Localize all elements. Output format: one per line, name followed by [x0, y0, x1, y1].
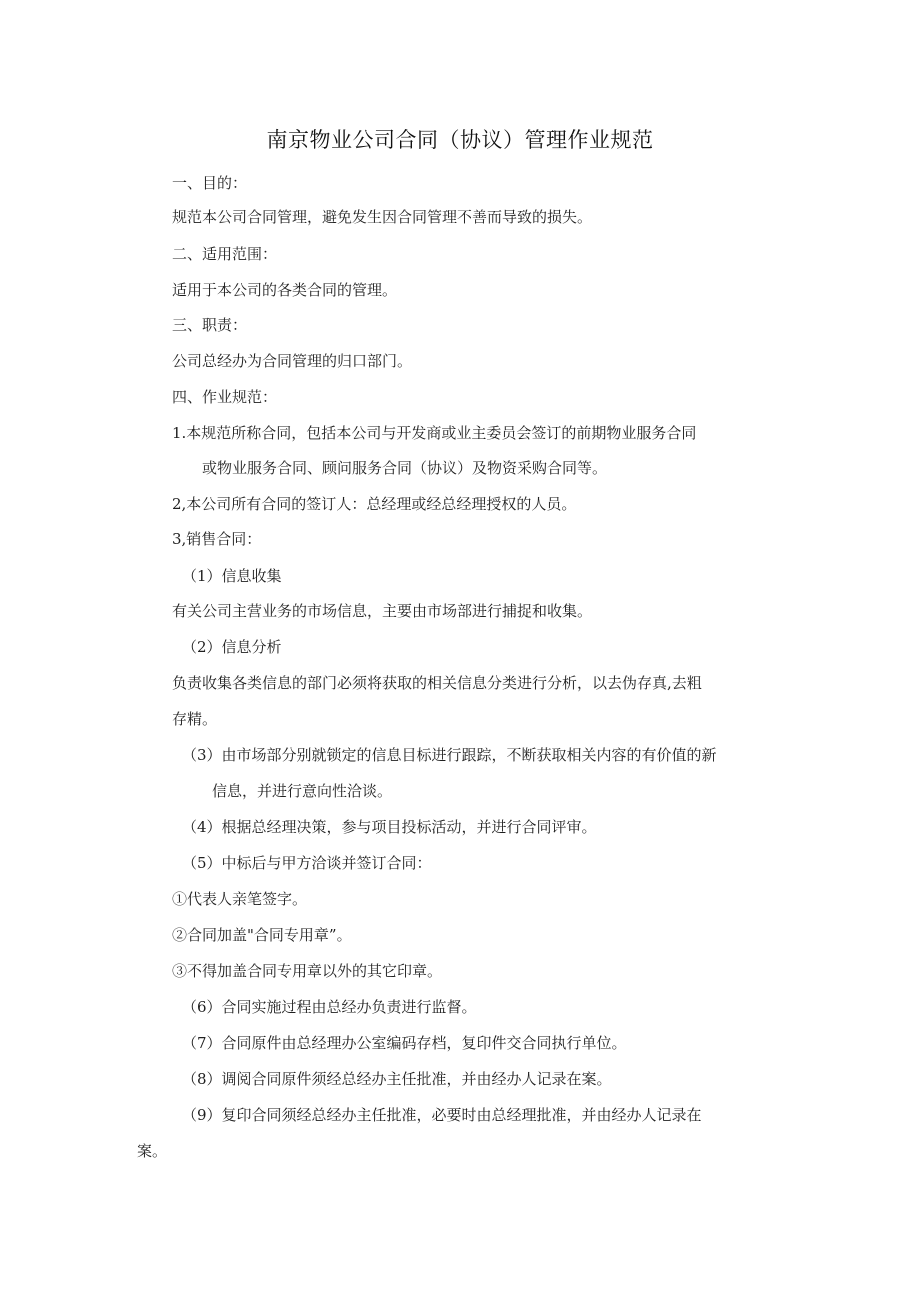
clause-1-line-2: 或物业服务合同、顾问服务合同（协议）及物资采购合同等。 [202, 459, 608, 477]
item-2-text-line-2: 存精。 [172, 710, 218, 728]
item-3-line-2: 信息，并进行意向性洽谈。 [212, 782, 393, 800]
item-2-heading: （2）信息分析 [182, 638, 282, 656]
item-8: （8）调阅合同原件须经总经办主任批准，并由经办人记录在案。 [182, 1070, 612, 1088]
item-5-sub-2: ②合同加盖"合同专用章”。 [172, 926, 352, 944]
item-7: （7）合同原件由总经理办公室编码存档，复印件交合同执行单位。 [182, 1034, 627, 1052]
section-heading-norms: 四、作业规范： [172, 388, 278, 406]
paragraph-duties: 公司总经办为合同管理的归口部门。 [172, 352, 413, 370]
item-3-line-1: （3）由市场部分别就锁定的信息目标进行跟踪，不断获取相关内容的有价值的新 [182, 746, 717, 764]
item-6: （6）合同实施过程由总经办负责进行监督。 [182, 998, 477, 1016]
paragraph-scope: 适用于本公司的各类合同的管理。 [172, 281, 398, 299]
item-1-text: 有关公司主营业务的市场信息，主要由市场部进行捕捉和收集。 [172, 602, 593, 620]
document-title: 南京物业公司合同（协议）管理作业规范 [266, 128, 654, 152]
item-9-line-2: 案。 [137, 1142, 168, 1160]
section-heading-purpose: 一、目的： [172, 174, 248, 192]
item-2-text-line-1: 负责收集各类信息的部门必须将获取的相关信息分类进行分析，以去伪存真,去粗 [172, 674, 702, 692]
item-1-heading: （1）信息收集 [182, 567, 282, 585]
section-heading-scope: 二、适用范围： [172, 245, 278, 263]
clause-2: 2,本公司所有合同的签订人：总经理或经总经理授权的人员。 [172, 495, 577, 513]
clause-1-line-1: 1.本规范所称合同，包括本公司与开发商或业主委员会签订的前期物业服务合同 [172, 424, 697, 442]
clause-3: 3,销售合同： [172, 530, 262, 548]
paragraph-purpose: 规范本公司合同管理，避免发生因合同管理不善而导致的损失。 [172, 208, 593, 226]
section-heading-duties: 三、职责： [172, 316, 248, 334]
item-9-line-1: （9）复印合同须经总经办主任批准，必要时由总经理批准，并由经办人记录在 [182, 1106, 702, 1124]
item-5-sub-1: ①代表人亲笔签字。 [172, 890, 308, 908]
item-5-sub-3: ③不得加盖合同专用章以外的其它印章。 [172, 962, 443, 980]
item-4: （4）根据总经理决策，参与项目投标活动，并进行合同评审。 [182, 818, 597, 836]
item-5: （5）中标后与甲方洽谈并签订合同： [182, 854, 432, 872]
